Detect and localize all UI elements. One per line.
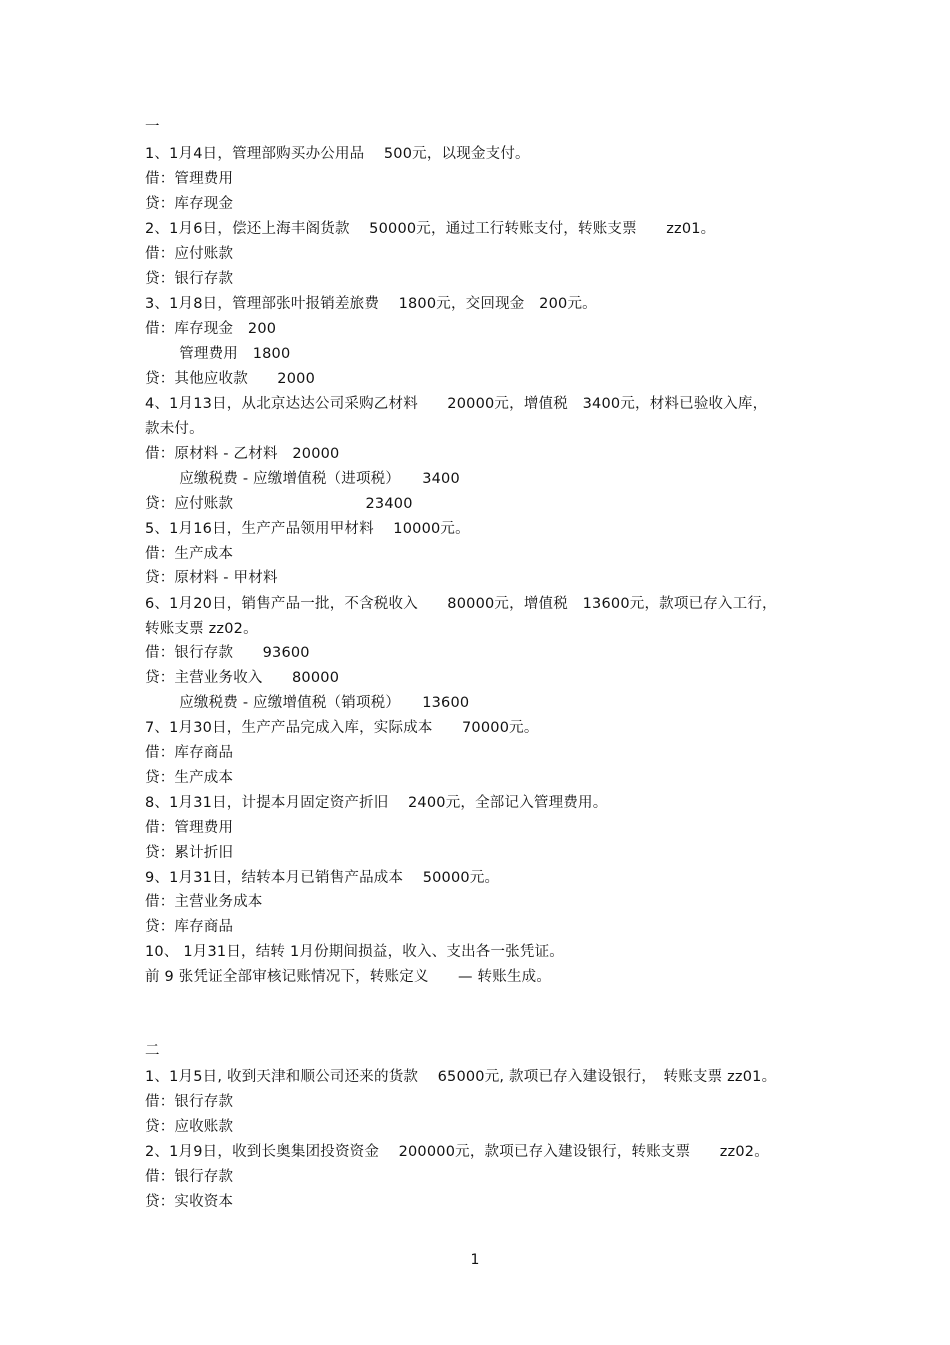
text-line: 借：库存现金 200 [145,321,277,337]
page-number: 1 [470,1252,480,1268]
text-line: 转账支票 zz02。 [145,621,258,637]
text-line: 款未付。 [145,421,204,437]
text-line: 2、1月9日，收到长奥集团投资资金 200000元，款项已存入建设银行，转账支票 zz02。 [145,1144,769,1160]
text-line: 贷：库存现金 [145,196,234,212]
text-line: 管理费用 1800 [145,346,291,362]
text-line: 6、1月20日，销售产品一批，不含税收入 80000元，增值税 13600元，款项已存入工行， [145,596,777,612]
text-line: 借：银行存款 [145,1169,234,1185]
text-line: 5、1月16日，生产产品领用甲材料 10000元。 [145,521,470,537]
text-line: 贷：库存商品 [145,919,234,935]
text-line: 借：管理费用 [145,820,234,836]
section-heading-1: 一 [145,119,160,135]
text-line: 借：管理费用 [145,171,234,187]
text-line: 贷：其他应收款 2000 [145,371,316,387]
text-line: 贷：实收资本 [145,1194,234,1210]
text-line: 3、1月8日，管理部张叶报销差旅费 1800元，交回现金 200元。 [145,296,597,312]
text-line: 1、1月5日, 收到天津和顺公司还来的货款 65000元, 款项已存入建设银行， 转账支票 zz01。 [145,1069,777,1085]
text-line: 前 9 张凭证全部审核记账情况下，转账定义 — 转账生成。 [145,969,552,985]
text-line: 贷：生产成本 [145,770,234,786]
text-line: 8、1月31日，计提本月固定资产折旧 2400元，全部记入管理费用。 [145,795,608,811]
text-line: 借：应付账款 [145,246,234,262]
text-line: 贷：累计折旧 [145,845,234,861]
text-line: 借：生产成本 [145,546,234,562]
text-line: 10、 1月31日，结转 1月份期间损益，收入、支出各一张凭证。 [145,944,564,960]
text-line: 7、1月30日，生产产品完成入库，实际成本 70000元。 [145,720,539,736]
text-line: 9、1月31日，结转本月已销售产品成本 50000元。 [145,870,500,886]
text-line: 借：银行存款 93600 [145,645,310,661]
text-line: 借：原材料 - 乙材料 20000 [145,446,340,462]
section-heading-2: 二 [145,1043,160,1059]
text-line: 应缴税费 - 应缴增值税（进项税） 3400 [145,471,460,487]
text-line: 4、1月13日，从北京达达公司采购乙材料 20000元，增值税 3400元，材料已验收入库， [145,396,768,412]
text-line: 贷：主营业务收入 80000 [145,670,340,686]
text-line: 贷：应收账款 [145,1119,234,1135]
text-line: 贷：原材料 - 甲材料 [145,570,278,586]
text-line: 贷：银行存款 [145,271,234,287]
text-line: 1、1月4日，管理部购买办公用品 500元，以现金支付。 [145,146,530,162]
text-line: 贷：应付账款 23400 [145,496,413,512]
text-line: 借：库存商品 [145,745,234,761]
text-line: 借：主营业务成本 [145,894,263,910]
text-line: 2、1月6日，偿还上海丰阁货款 50000元，通过工行转账支付，转账支票 zz01。 [145,221,716,237]
text-line: 应缴税费 - 应缴增值税（销项税） 13600 [145,695,470,711]
text-line: 借：银行存款 [145,1094,234,1110]
